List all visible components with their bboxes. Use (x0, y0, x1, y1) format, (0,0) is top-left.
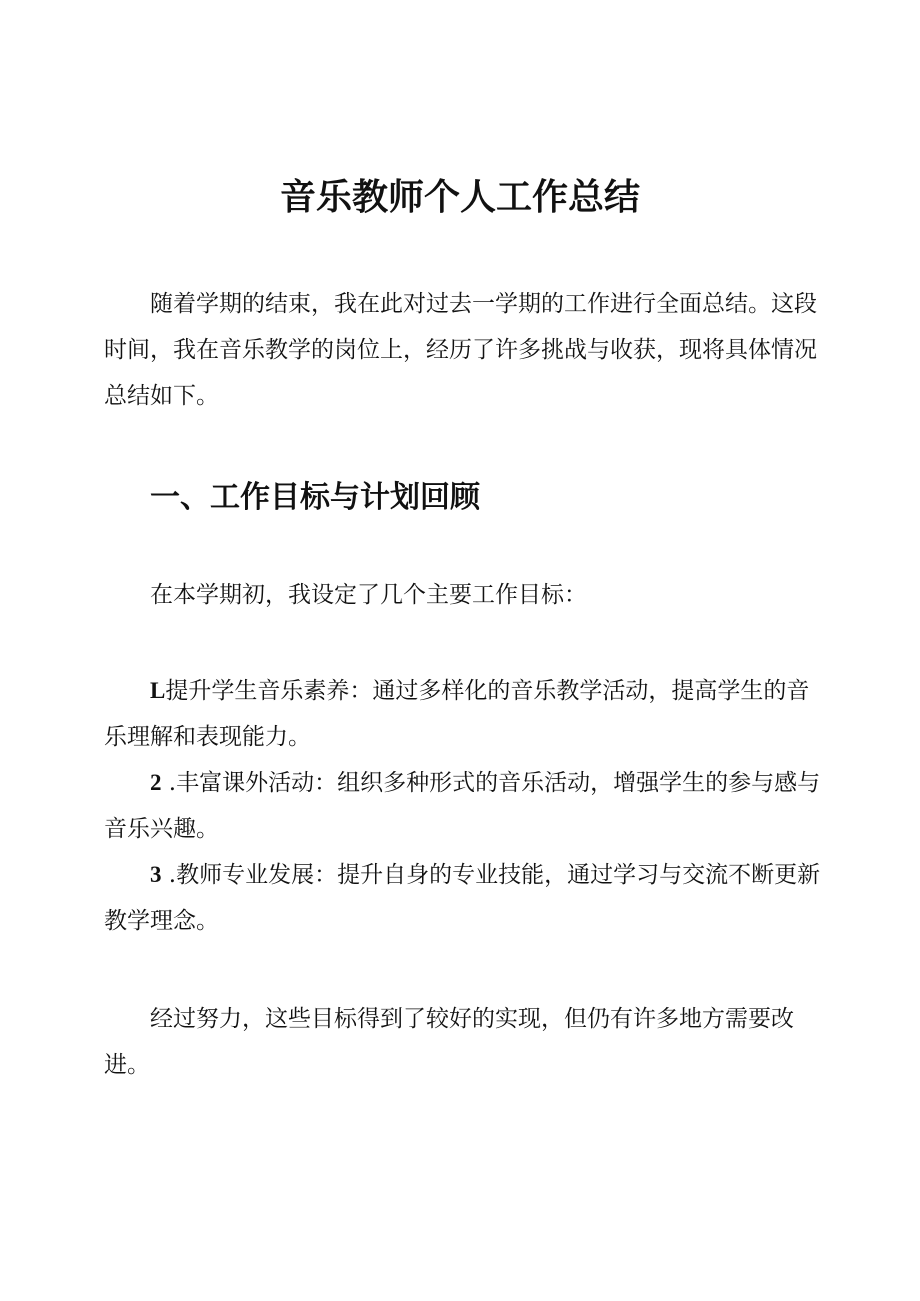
page-title: 音乐教师个人工作总结 (279, 177, 640, 218)
list-item-text: 提升学生音乐素养：通过多样化的音乐教学活动，提高学生的音乐理解和表现能力。 (104, 678, 810, 750)
list-item-number: 2 (150, 770, 162, 795)
list-item (104, 852, 824, 944)
list-item-text: .教师专业发展：提升自身的专业技能，通过学习与交流不断更新教学理念。 (104, 862, 821, 934)
list-item-number: L (150, 678, 166, 703)
section-heading: 一、工作目标与计划回顾 (150, 480, 480, 515)
conclusion-paragraph: 经过努力，这些目标得到了较好的实现，但仍有许多地方需要改进。 (104, 1006, 794, 1078)
intro-paragraph: 随着学期的结束，我在此对过去一学期的工作进行全面总结。这段时间，我在音乐教学的岗位上，经历了许多挑战与收获，现将具体情况总结如下。 (104, 291, 817, 409)
list-item (104, 668, 824, 760)
section-lead: 在本学期初，我设定了几个主要工作目标： (150, 582, 587, 608)
list-item (104, 760, 824, 852)
list-item-number: 3 (150, 862, 162, 887)
list-item-text: .丰富课外活动：组织多种形式的音乐活动，增强学生的参与感与音乐兴趣。 (104, 770, 821, 842)
